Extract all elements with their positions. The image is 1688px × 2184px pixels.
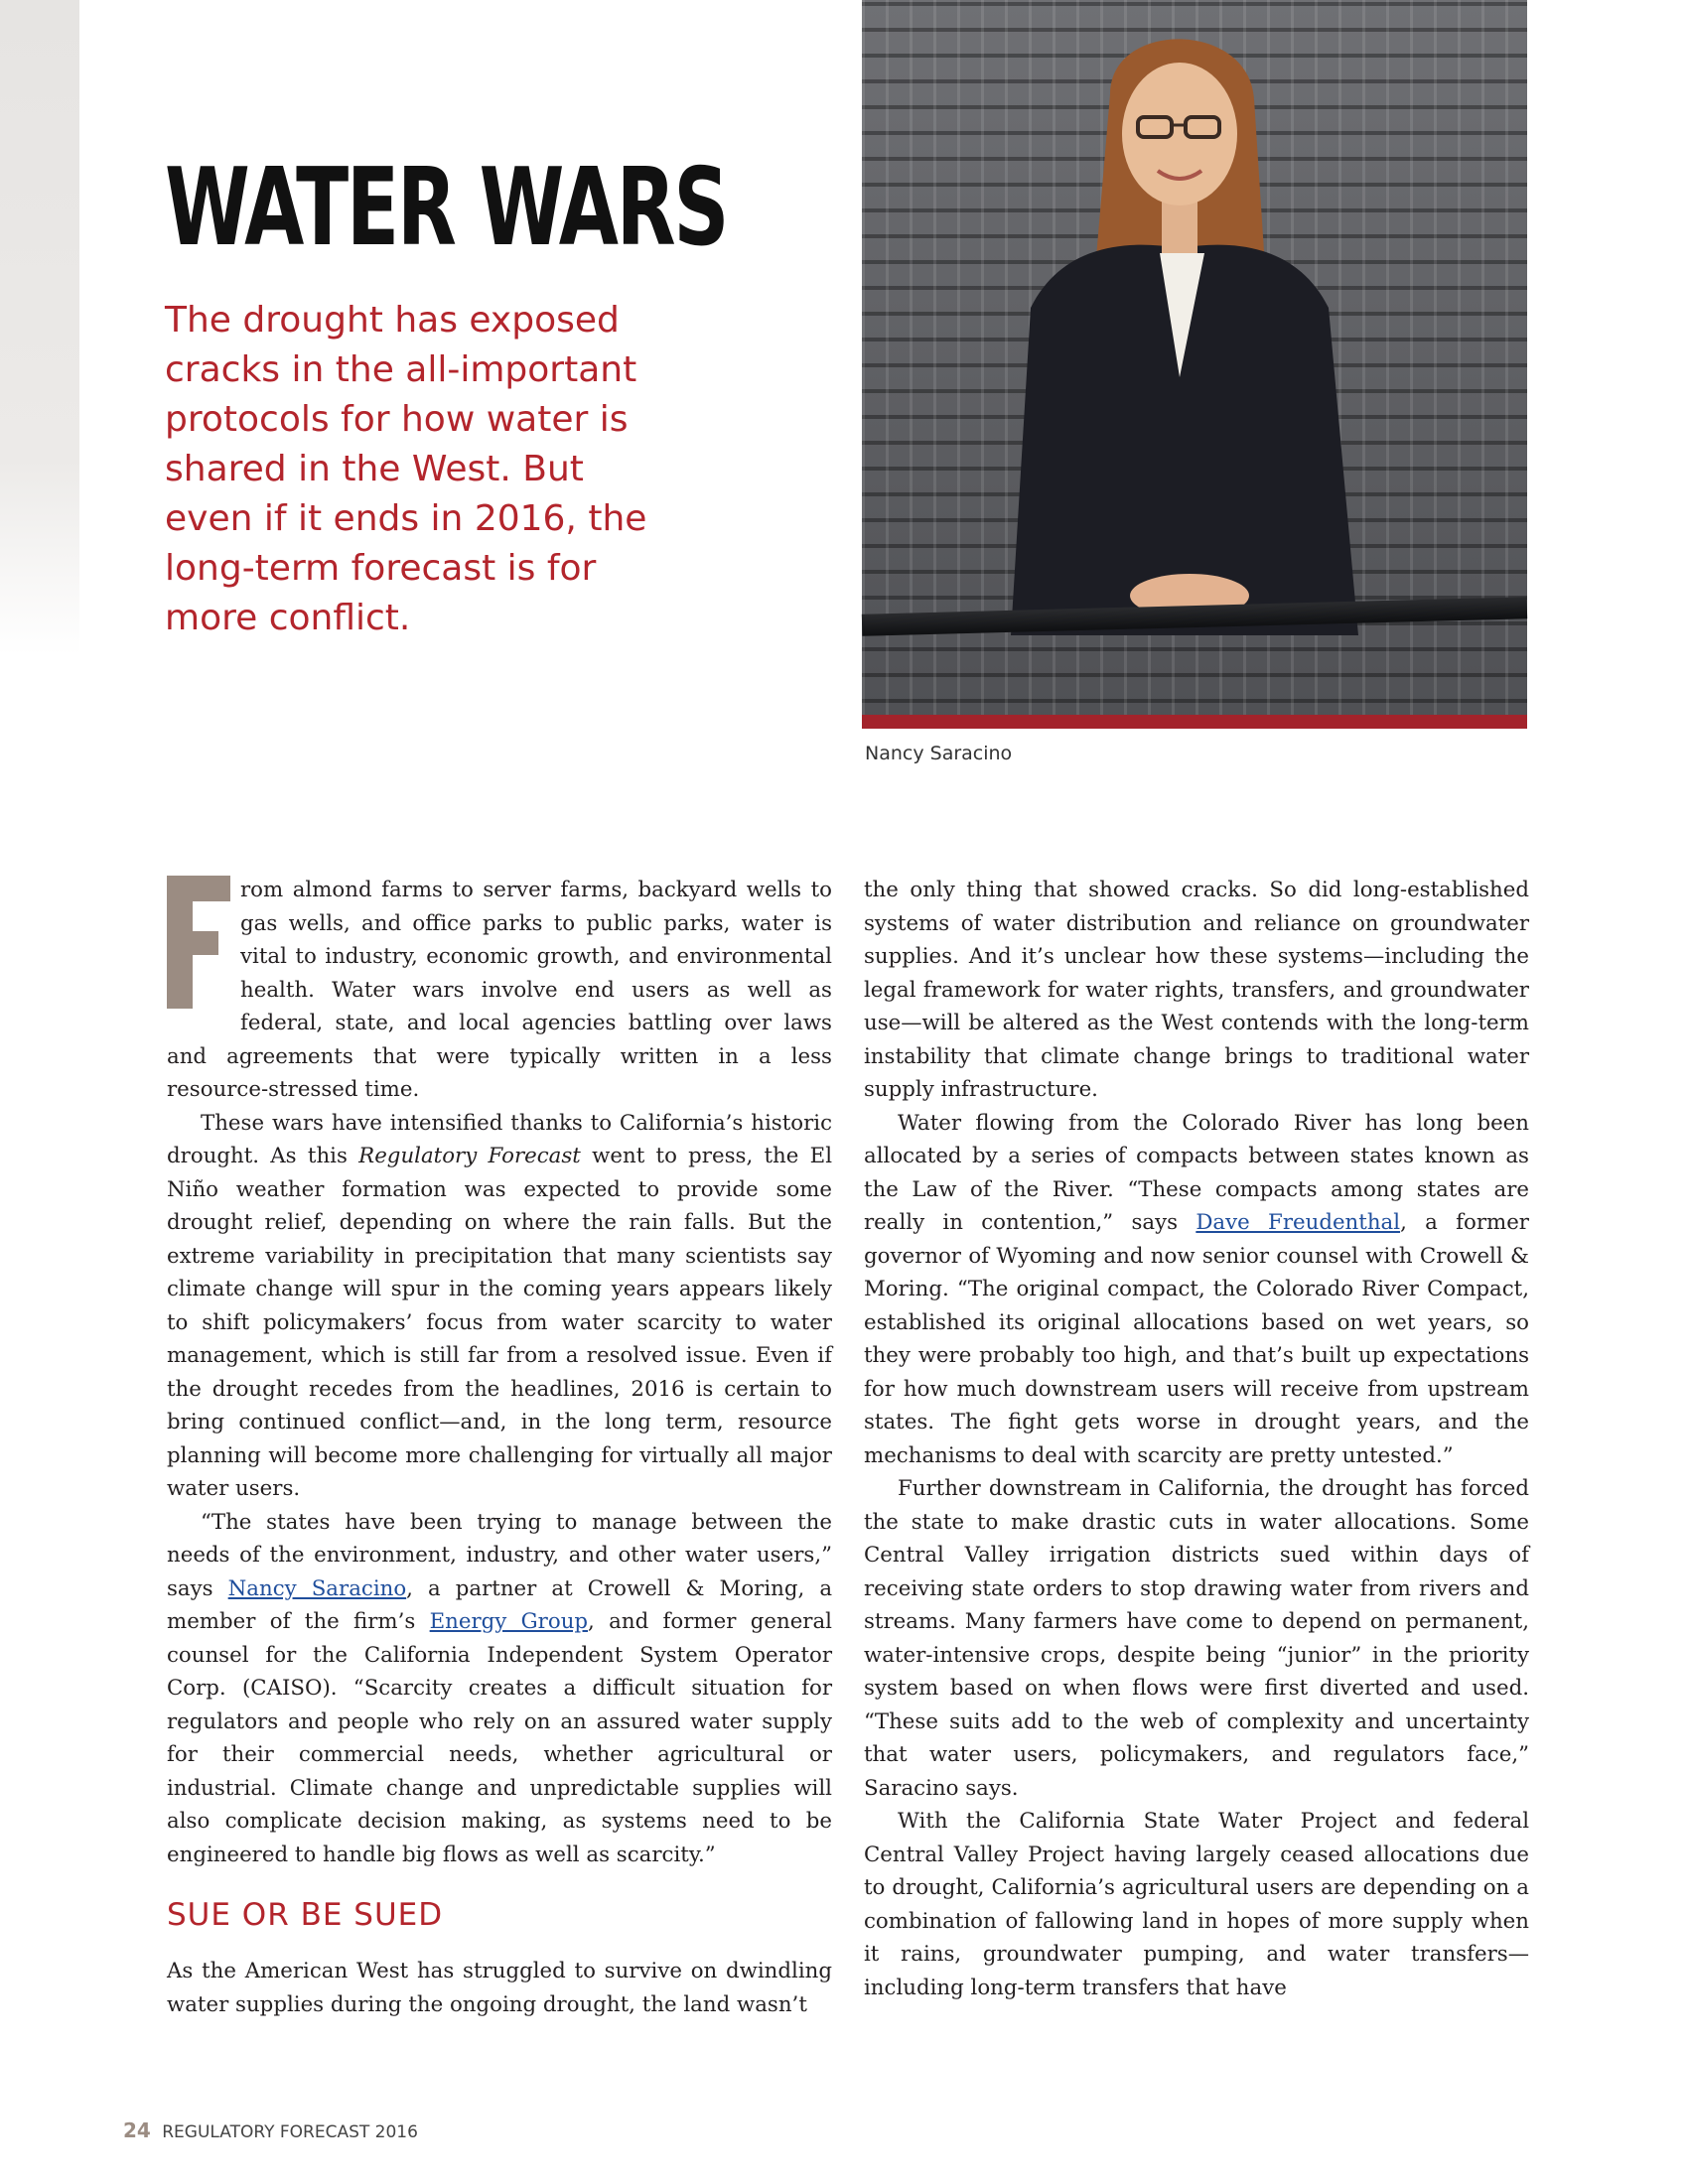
portrait-photo	[862, 0, 1527, 729]
left-margin-gradient	[0, 0, 79, 655]
page-footer	[123, 2118, 418, 2142]
paragraph-text: , a former governor of Wyoming and now senior counsel with Crowell & Moring. “The original compact, the Colorado River Compact, established its original allocations based on wet years, so they were probably too high, and that’s built up expectations for how much downstream users will receive from upstream states. The fight gets worse in drought years, and the mechanisms to deal with scarcity are pretty untested.”	[864, 1210, 1529, 1468]
article-column-left	[167, 874, 832, 2021]
article-column-right	[864, 874, 1529, 2004]
paragraph	[167, 1107, 832, 1506]
paragraph	[167, 874, 832, 1107]
publication-title: REGULATORY FORECAST 2016	[162, 2122, 418, 2142]
link-dave-freudenthal[interactable]: Dave Freudenthal	[1196, 1210, 1401, 1235]
paragraph	[864, 1107, 1529, 1473]
article-title: WATER WARS	[165, 146, 728, 270]
paragraph-text: Water flowing from the Colorado River has long been allocated by a series of compacts between states known as the Law of the River. “These compacts among states are really in contention,” says	[864, 1110, 1529, 1235]
paragraph-text: went to press, the El Niño weather formation was expected to provide some drought relief, depending on where the rain falls. But the extreme variability in precipitation that many scientists say climate change will spur in the coming years appears likely to shift policymakers’ focus from water scarcity to water management, which is still far from a resolved issue. Even if the drought recedes from the headlines, 2016 is certain to bring continued conflict—and, in the long term, resource planning will become more challenging for virtually all major water users.	[167, 1144, 832, 1501]
paragraph: With the California State Water Project and federal Central Valley Project having largely ceased allocations due to drought, California’s agricultural users are depending on a combination of fallowing land in hopes of more supply when it rains, groundwater pumping, and water transfers—including long-term transfers that have	[864, 1809, 1529, 2000]
page-number: 24	[123, 2118, 151, 2142]
publication-name-italic: Regulatory Forecast	[358, 1144, 581, 1168]
photo-accent-bar	[862, 715, 1527, 729]
paragraph-text: rom almond farms to server farms, backyard wells to gas wells, and office parks to public parks, water is vital to industry, economic growth, and environmental health. Water wars involve end users as well as federal, state, and local agencies battling over laws and agreements that were typically written in a less resource-stressed time.	[167, 878, 832, 1102]
photo-caption: Nancy Saracino	[865, 743, 1013, 764]
link-energy-group[interactable]: Energy Group	[429, 1609, 589, 1634]
paragraph: As the American West has struggled to survive on dwindling water supplies during the ongoing drought, the land wasn’t	[167, 1959, 832, 2017]
paragraph-text: “The states have been trying to manage between the needs of the environment, industry, and other water users,” says	[167, 1509, 832, 1601]
paragraph: the only thing that showed cracks. So did long-established systems of water distribution and reliance on groundwater supplies. And it’s unclear how these systems—including the legal framework for water rights, transfers, and groundwater use—will be altered as the West contends with the long-term instability that climate change brings to traditional water supply infrastructure.	[864, 878, 1529, 1102]
article-dek: The drought has exposed cracks in the all-important protocols for how water is shared in the West. But even if it ends in 2016, the long-term forecast is for more conflict.	[165, 300, 647, 638]
paragraph	[167, 1506, 832, 1872]
paragraph: Further downstream in California, the drought has forced the state to make drastic cuts in water allocations. Some Central Valley irrigation districts sued within days of receiving state orders to stop drawing water from rivers and streams. Many farmers have come to depend on permanent, water-intensive crops, despite being “junior” in the priority system based on when flows were first diverted and used. “These suits add to the web of complexity and uncertainty that water users, policymakers, and regulators face,” Saracino says.	[864, 1476, 1529, 1801]
section-subhead: SUE OR BE SUED	[167, 1897, 444, 1933]
paragraph-text: , a partner at Crowell & Moring, a member of the firm’s	[167, 1575, 833, 1634]
drop-cap	[167, 876, 230, 1011]
paragraph-text: These wars have intensified thanks to California’s historic drought. As this	[167, 1110, 832, 1168]
paragraph-text: , and former general counsel for the California Independent System Operator Corp. (CAISO). “Scarcity creates a difficult situation for regulators and people who rely on an assured water supply for their commercial needs, whether agricultural or industrial. Climate change and unpredictable supplies will also complicate decision making, as systems need to be engineered to handle big flows as well as scarcity.”	[167, 1609, 832, 1867]
link-nancy-saracino[interactable]: Nancy Saracino	[227, 1575, 407, 1601]
